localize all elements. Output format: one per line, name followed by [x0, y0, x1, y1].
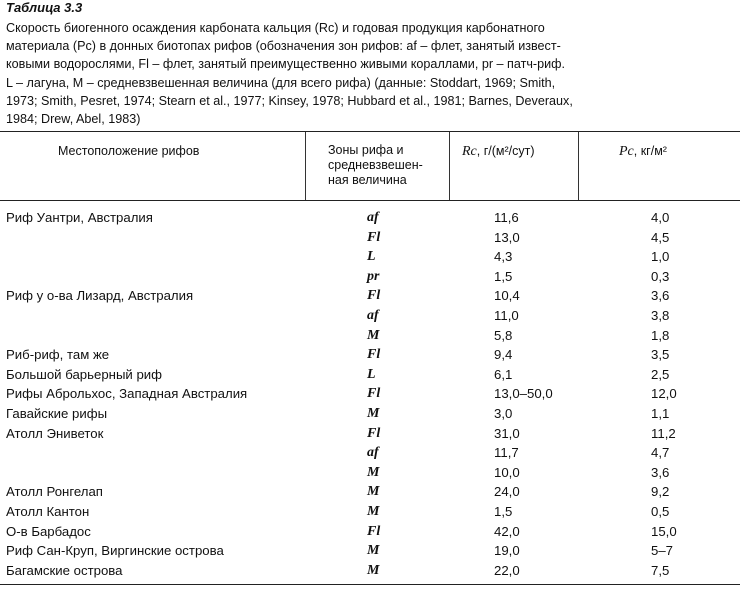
cell-rc: 1,5	[494, 504, 513, 519]
table-row	[0, 406, 740, 424]
cell-pc: 4,7	[651, 445, 670, 461]
cell-pc: 1,0	[651, 249, 670, 265]
header-bottom-rule	[0, 200, 740, 201]
cell-zone: M	[367, 327, 380, 343]
caption-line: 1984; Drew, Abel, 1983)	[6, 112, 141, 127]
cell-location: Риф Уантри, Австралия	[6, 210, 153, 225]
cell-location: Багамские острова	[6, 562, 123, 578]
cell-zone: Fl	[367, 229, 381, 245]
cell-rc: 11,7	[494, 445, 519, 461]
cell-rc: 5,8	[494, 327, 513, 343]
cell-zone: Fl	[367, 523, 381, 539]
cell-zone: af	[367, 445, 379, 461]
table-row	[0, 524, 740, 542]
header-zone-line: ная величина	[328, 173, 407, 187]
caption-line: материала (Pc) в донных биотопах рифов (обозначения зон рифов: af – флет, занятый извест-	[6, 39, 561, 54]
cell-location: Риб-риф, там же	[6, 347, 110, 363]
table-row	[0, 465, 740, 483]
cell-pc: 7,5	[651, 562, 670, 578]
cell-pc: 2,5	[651, 366, 670, 382]
table-row	[0, 347, 740, 365]
caption-line: L – лагуна, M – средневзвешенная величина (для всего рифа) (данные: Stoddart, 1969; Smith,	[6, 75, 556, 90]
cell-zone: Fl	[367, 425, 381, 441]
cell-location: Атолл Кантон	[6, 504, 90, 519]
cell-rc: 24,0	[494, 484, 520, 500]
table-top-rule	[0, 131, 740, 132]
cell-location: Рифы Аброльхос, Западная Австралия	[6, 386, 248, 402]
header-rc	[462, 144, 535, 160]
cell-pc: 0,3	[651, 268, 670, 284]
cell-pc: 9,2	[651, 484, 670, 500]
cell-zone: Fl	[367, 288, 381, 304]
table-row	[0, 484, 740, 502]
header-zone-line: средневзвешен-	[328, 158, 423, 172]
cell-rc: 1,5	[494, 268, 513, 284]
rc-symbol: Rc	[462, 144, 477, 159]
cell-location: О-в Барбадос	[6, 523, 91, 539]
header-divider	[449, 132, 450, 200]
rc-unit: , г/(м²/сут)	[476, 144, 535, 158]
table-row	[0, 386, 740, 404]
table-label: Таблица 3.3	[6, 0, 83, 15]
cell-zone: af	[367, 308, 379, 323]
table-row	[0, 426, 740, 444]
table-bottom-rule	[0, 584, 740, 585]
cell-pc: 4,5	[651, 229, 670, 245]
pc-symbol: Pc	[619, 144, 634, 159]
table-row	[0, 230, 740, 248]
header-pc	[619, 144, 667, 160]
table-row	[0, 308, 740, 326]
caption-line: 1973; Smith, Pesret, 1974; Stearn et al., 1977; Kinsey, 1978; Hubbard et al., 1981; Barnes, Deveraux,	[6, 93, 573, 108]
cell-rc: 6,1	[494, 366, 513, 382]
cell-rc: 9,4	[494, 347, 513, 363]
cell-location: Атолл Эниветок	[6, 425, 104, 441]
cell-zone: Fl	[367, 386, 381, 402]
caption-line: Скорость биогенного осаждения карбоната кальция (Rc) и годовая продукция карбонатного	[6, 21, 545, 35]
cell-pc: 3,6	[651, 288, 670, 304]
table-row	[0, 543, 740, 561]
cell-zone: pr	[367, 268, 380, 284]
table-row	[0, 288, 740, 306]
cell-zone: af	[367, 210, 379, 225]
caption-line: ковыми водорослями, Fl – флет, занятый преимущественно живыми кораллами, pr – патч-риф.	[6, 57, 566, 72]
table-row	[0, 563, 740, 581]
cell-rc: 3,0	[494, 406, 513, 421]
table-row	[0, 269, 740, 287]
header-zone-line: Зоны рифа и	[328, 143, 404, 157]
cell-zone: M	[367, 504, 380, 519]
cell-pc: 5–7	[651, 543, 674, 559]
cell-zone: M	[367, 543, 380, 559]
table-row	[0, 210, 740, 228]
header-divider	[578, 132, 579, 200]
table-row	[0, 504, 740, 522]
cell-zone: M	[367, 484, 380, 500]
cell-location: Атолл Ронгелап	[6, 484, 103, 500]
cell-rc: 11,6	[494, 210, 519, 225]
cell-rc: 31,0	[494, 425, 520, 441]
cell-pc: 12,0	[651, 386, 677, 402]
cell-location: Риф у о-ва Лизард, Австралия	[6, 288, 194, 304]
cell-pc: 11,2	[651, 425, 676, 441]
cell-pc: 4,0	[651, 210, 670, 225]
cell-zone: M	[367, 464, 380, 480]
cell-zone: M	[367, 562, 380, 578]
table-row	[0, 445, 740, 463]
cell-location: Риф Сан-Круп, Виргинские острова	[6, 543, 224, 559]
cell-pc: 1,1	[651, 406, 670, 421]
cell-pc: 3,6	[651, 464, 670, 480]
cell-pc: 0,5	[651, 504, 670, 519]
cell-location: Большой барьерный риф	[6, 366, 163, 382]
header-zone	[328, 143, 444, 188]
table-row	[0, 249, 740, 267]
cell-rc: 11,0	[494, 308, 519, 323]
cell-rc: 13,0	[494, 229, 520, 245]
cell-rc: 10,0	[494, 464, 520, 480]
cell-rc: 19,0	[494, 543, 520, 559]
cell-rc: 4,3	[494, 249, 513, 265]
table-row	[0, 328, 740, 346]
cell-pc: 3,8	[651, 308, 670, 323]
cell-rc: 10,4	[494, 288, 520, 304]
pc-unit: , кг/м²	[633, 144, 667, 158]
cell-rc: 42,0	[494, 523, 520, 539]
table-caption	[6, 19, 732, 128]
cell-zone: M	[367, 406, 380, 421]
cell-rc: 13,0–50,0	[494, 386, 553, 402]
cell-zone: Fl	[367, 347, 381, 363]
header-location: Местоположение рифов	[58, 144, 200, 158]
cell-location: Гавайские рифы	[6, 406, 108, 421]
table-row	[0, 367, 740, 385]
header-divider	[305, 132, 306, 200]
cell-pc: 15,0	[651, 523, 677, 539]
cell-zone: L	[367, 366, 376, 382]
cell-rc: 22,0	[494, 562, 520, 578]
cell-pc: 1,8	[651, 327, 670, 343]
cell-zone: L	[367, 249, 376, 265]
cell-pc: 3,5	[651, 347, 670, 363]
